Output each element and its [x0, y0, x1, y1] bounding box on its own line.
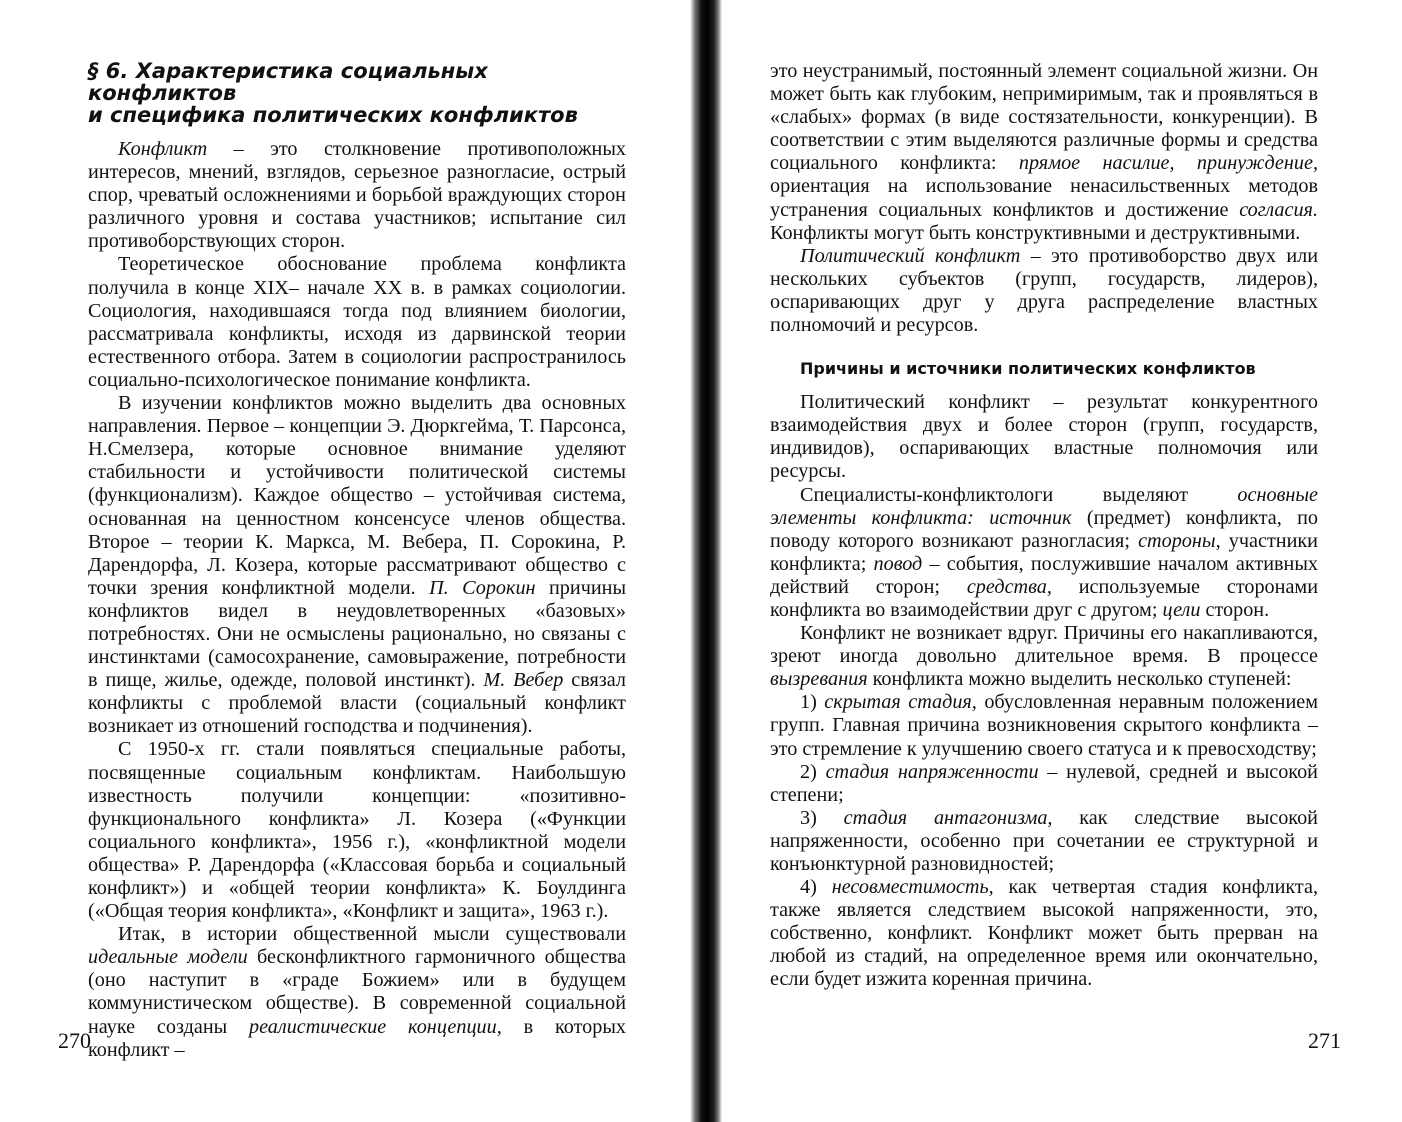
paragraph: В изучении конфликтов можно выделить два основных направления. Первое – концепции Э. Дюркгейма, Т. Парсонса, Н.Смелзера, которые основное внимание уделяют стабильности и устойчивости политической системы (функционализм). Каждое общество – устойчивая система, основанная на ценностном консенсусе членов общества. Второе – теории К. Маркса, М. Вебера, П. Сорокина, Р. Дарендорфа, Л. Козера, которые рассматривают общество с точки зрения конфликтной модели. П. Сорокин причины конфликтов видел в неудовлетворенных «базовых» потребностях. Они не осмыслены рационально, но связаны с инстинктами (самосохранение, самовыражение, потребности в пище, жилье, одежде, половой инстинкт). М. Вебер связал конфликты с проблемой власти (социальный конфликт возникает из отношений господства и подчинения). [88, 392, 627, 738]
section-heading: § 6. Характеристика социальных конфликтов и специфика политических конфликтов [88, 59, 578, 127]
right-page [712, 0, 1402, 1122]
paragraph: Политический конфликт – результат конкурентного взаимодействия двух и более сторон (групп, государств, индивидов), оспаривающих властные полномочия или ресурсы. [770, 391, 1318, 483]
page-number: 270 [58, 1028, 91, 1053]
list-item: 1) скрытая стадия, обусловленная неравным положением групп. Главная причина возникновения скрытого конфликта – это стремление к улучшению своего статуса и к превосходству; [770, 691, 1318, 760]
list-item: 3) стадия антагонизма, как следствие высокой напряженности, особенно при сочетании ее структурной и конъюнктурной разновидностей; [770, 806, 1318, 875]
paragraph: Теоретическое обоснование проблема конфликта получила в конце XIX– начале XX в. в рамках социологии. Социология, находившаяся тогда под влиянием биологии, рассматривала конфликты, исходя из дарвинской теории естественного отбора. Затем в социологии распространилось социально-психологическое понимание конфликта. [88, 253, 626, 391]
paragraph: С 1950-х гг. стали появляться специальные работы, посвященные социальным конфликтам. Наибольшую известность получили концепции: «позитивно-функционального конфликта» Л. Козера («Функции социального конфликта», 1956 г.), «конфликтной модели общества» Р. Дарендорфа («Классовая борьба и социальный конфликт») и «общей теории конфликта» К. Боулдинга («Общая теория конфликта», «Конфликт и защита», 1963 г.). [88, 738, 626, 923]
list-item: 4) несовместимость, как четвертая стадия конфликта, также является следствием высокой напряженности, это, собственно, конфликт. Конфликт может быть прерван на любой из стадий, на определенное время или окончательно, если будет изжита коренная причина. [770, 876, 1318, 991]
left-page-text [88, 60, 626, 1062]
page-number: 271 [1308, 1028, 1341, 1053]
paragraph: Специалисты-конфликтологи выделяют основные элементы конфликта: источник (предмет) конфликта, по поводу которого возникают разногласия; стороны, участники конфликта; повод – события, послужившие началом активных действий сторон; средства, используемые сторонами конфликта во взаимодействии друг с другом; цели сторон. [770, 483, 1318, 621]
paragraph: Политический конфликт – это противоборство двух или нескольких субъектов (групп, государств, лидеров), оспаривающих друг у друга распределение властных полномочий и ресурсов. [770, 244, 1318, 337]
paragraph: Итак, в истории общественной мысли существовали идеальные модели бесконфликтного гармоничного общества (оно наступит в «граде Божием» или в будущем коммунистическом обществе). В современной социальной науке созданы реалистические концепции, в которых конфликт – [88, 923, 626, 1061]
list-item: 2) стадия напряженности – нулевой, средней и высокой степени; [770, 760, 1318, 806]
paragraph: Конфликт – это столкновение противоположных интересов, мнений, взглядов, серьезное разногласие, острый спор, чреватый осложнениями и борьбой враждующих сторон различного уровня и состава участников; испытание сил противоборствующих сторон. [88, 138, 626, 253]
left-page [0, 0, 690, 1122]
paragraph: Конфликт не возникает вдруг. Причины его накапливаются, зреют иногда довольно длительное время. В процессе вызревания конфликта можно выделить несколько ступеней: [770, 622, 1318, 691]
subheading: Причины и источники политических конфликтов [800, 359, 1256, 379]
term-conflict: Конфликт [118, 138, 208, 160]
paragraph: это неустранимый, постоянный элемент социальной жизни. Он может быть как глубоким, непримиримым, так и проявляться в «слабых» формах (в виде состязательности, конкуренции). В соответствии с этим выделяются различные формы и средства социального конфликта: прямое насилие, принуждение, ориентация на использование ненасильственных методов устранения социальных конфликтов и достижение согласия. Конфликты могут быть конструктивными и деструктивными. [770, 60, 1318, 244]
right-page-text [770, 60, 1318, 992]
